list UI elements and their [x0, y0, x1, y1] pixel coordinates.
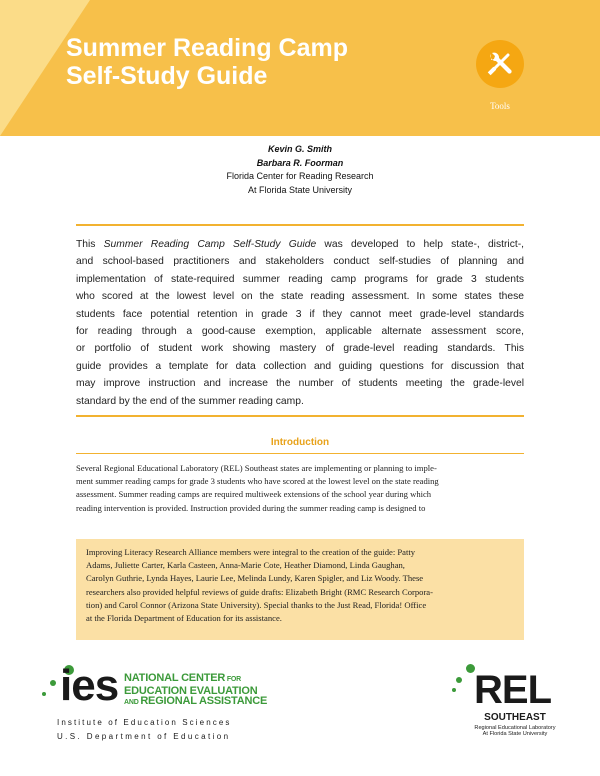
rel-dot-small: [452, 688, 456, 692]
title-line-1: Summer Reading Camp: [66, 34, 349, 62]
abstract-line: implementation of state-required summer reading camp programs for grade 3 students: [76, 273, 524, 285]
abstract-line: This Summer Reading Camp Self-Study Guide was developed to help state-, district-,: [76, 239, 524, 250]
abstract-line: students face potential retention in grade 3 if they cannot meet grade-level standards: [76, 308, 524, 320]
rel-southeast-logo: [452, 664, 556, 754]
rel-dot-medium: [456, 677, 462, 683]
abstract-line: may improve instruction and increase the number of students meeting the grade-level: [76, 378, 524, 390]
intro-line: reading intervention is provided. Instruction provided during the summer reading camp is designed to: [76, 502, 426, 513]
ies-department-name: U.S. Department of Education: [57, 732, 231, 741]
tools-badge: [476, 40, 524, 88]
ies-dot-medium: [50, 680, 56, 686]
callout-line: Improving Literacy Research Alliance members were integral to the creation of the guide: Patty: [86, 547, 416, 557]
ies-dot-small: [42, 692, 46, 696]
abstract-paragraph: [76, 236, 524, 410]
section-heading-rule: [76, 453, 524, 454]
guide-title-italic: Summer Reading Camp Self-Study Guide: [103, 239, 317, 250]
ies-center-name: NATIONAL CENTER FOR EDUCATION EVALUATION AND REGIONAL ASSISTANCE: [124, 672, 268, 707]
intro-line: assessment. Summer reading camps are required multiweek extensions of the school year during which: [76, 489, 432, 500]
tools-label: Tools: [490, 101, 510, 111]
ies-institute-name: Institute of Education Sciences: [57, 718, 232, 727]
section-heading: Introduction: [270, 437, 330, 448]
ies-wordmark: ies: [60, 661, 119, 710]
abstract-line: for reading through a good-cause exemption, applicable alternate assessment score,: [76, 326, 524, 338]
document-title: [66, 34, 348, 90]
abstract-line: and school-based practitioners and stakeholders conduct self-studies of planning and: [76, 256, 524, 268]
intro-line: Several Regional Educational Laboratory (REL) Southeast states are implementing or planning to imple-: [76, 463, 437, 473]
middle-divider: [76, 415, 524, 417]
callout-line: Adams, Juliette Carter, Karla Casteen, Anna-Marie Cote, Heather Diamond, Linda Gaughan,: [86, 560, 405, 571]
callout-line: Carolyn Guthrie, Lynda Hayes, Laurie Lee, Melinda Lundy, Karen Spigler, and Liz Woody. These: [86, 573, 424, 584]
rel-wordmark: REL: [474, 668, 551, 712]
abstract-line: standard by the end of the summer reading camp.: [76, 395, 304, 407]
top-divider: [76, 224, 524, 226]
rel-region: SOUTHEAST: [484, 712, 546, 723]
abstract-line: guide provides a template for data collection and guiding questions for discussion that: [76, 360, 524, 372]
abstract-line: or portfolio of student work showing mastery of grade-level reading standards. This: [76, 343, 524, 355]
author-affiliation: Florida Center for Reading Research: [226, 171, 374, 181]
header-banner: [0, 0, 600, 136]
callout-line: researchers also provided helpful reviews of guide drafts: Elizabeth Bright (RMC Research Corpora-: [86, 586, 433, 597]
introduction-paragraph: [76, 462, 524, 515]
intro-line: ment summer reading camps for grade 3 students who have scored at the lowest level on the state reading: [76, 476, 439, 487]
author-name: Kevin G. Smith: [267, 144, 332, 154]
title-line-2: Self-Study Guide: [66, 62, 268, 90]
ies-logo: [40, 662, 300, 748]
author-block: [0, 143, 600, 197]
acknowledgments-box: [76, 539, 524, 640]
tools-icon: [485, 49, 515, 79]
abstract-line: who scored at the lowest level on the state reading assessment. In some states these: [76, 291, 524, 303]
author-affiliation: At Florida State University: [247, 184, 353, 195]
callout-line: at the Florida Department of Education for its assistance.: [86, 613, 282, 624]
callout-line: tion) and Carol Connor (Arizona State University). Special thanks to the Just Read, Florida! Office: [86, 599, 427, 610]
author-name: Barbara R. Foorman: [256, 157, 344, 168]
rel-fineprint: Regional Educational Laboratory At Florida State University: [474, 725, 556, 738]
